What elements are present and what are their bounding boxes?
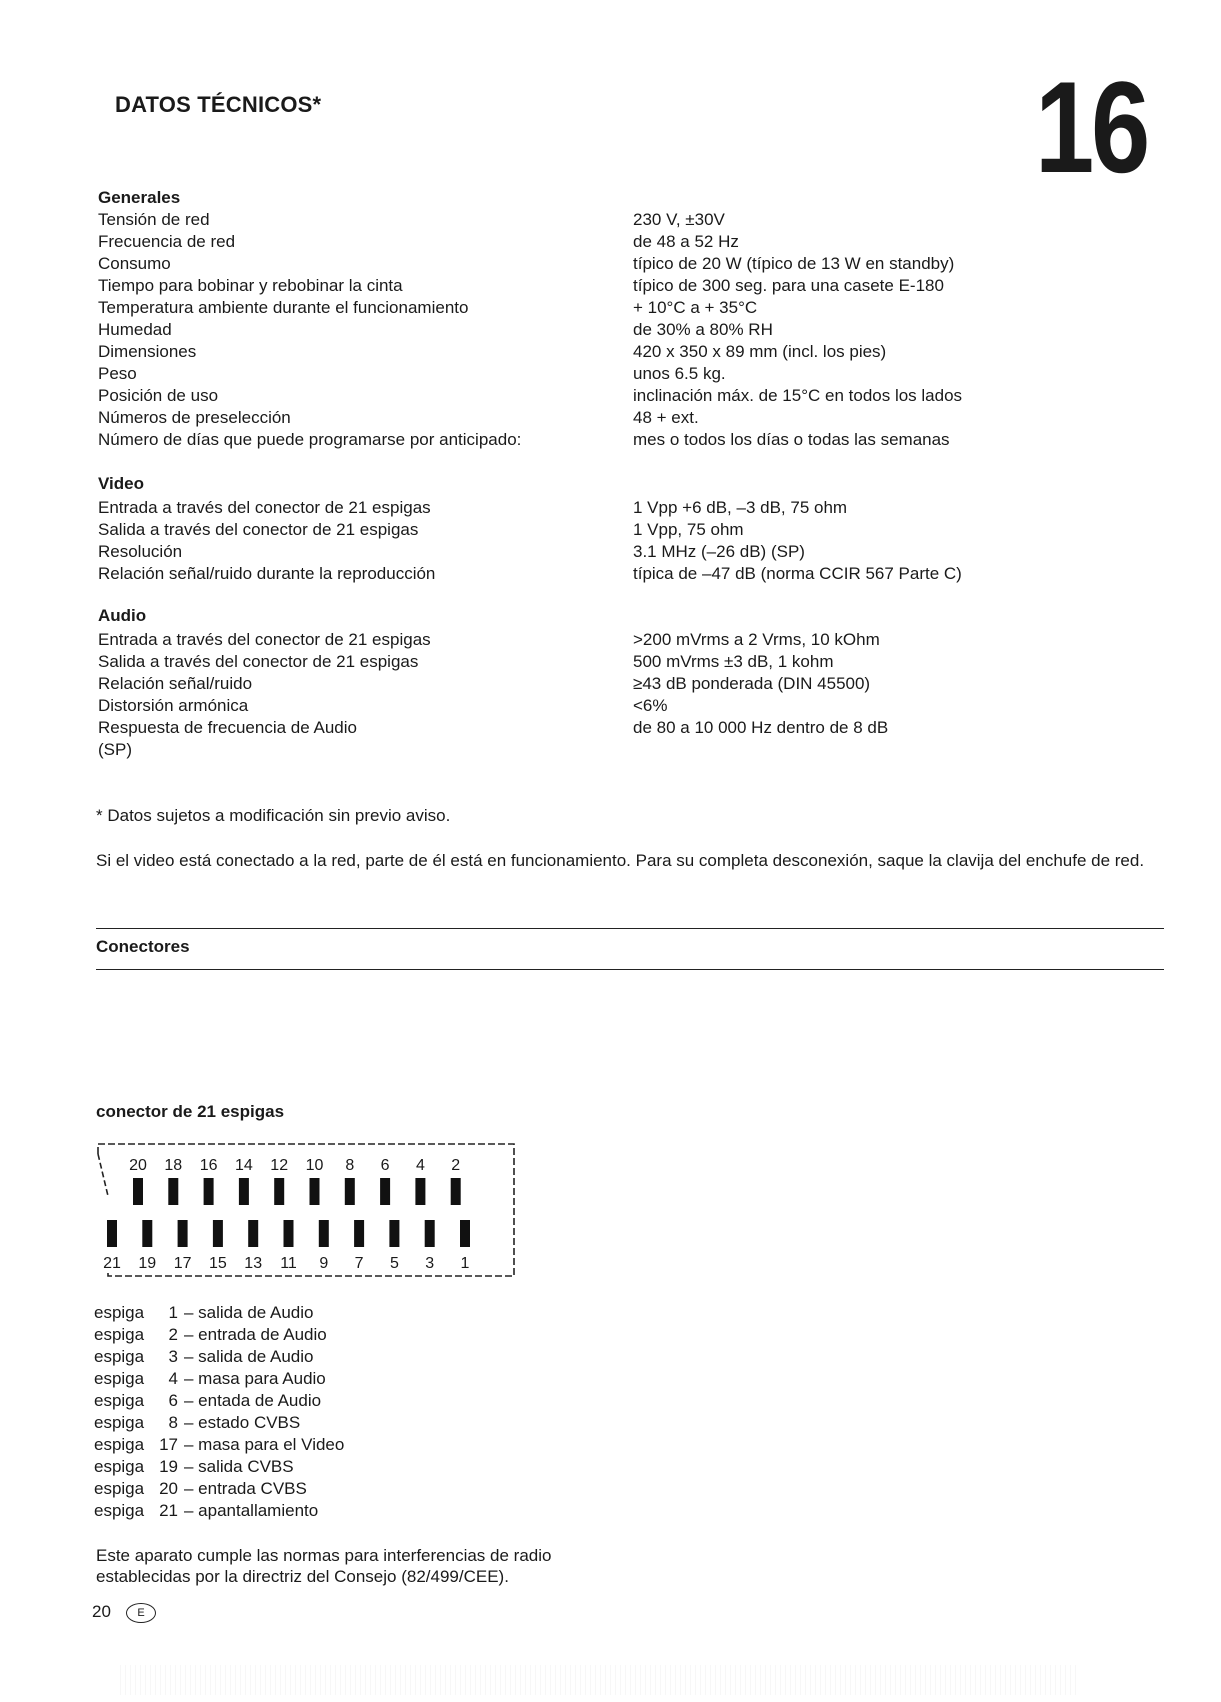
pin-key: espiga [94, 1391, 145, 1410]
pin-contact [274, 1178, 284, 1205]
pin-num: 21 [159, 1501, 178, 1520]
pin-key: espiga [94, 1413, 145, 1432]
spec-label: Relación señal/ruido durante la reproducción [98, 564, 436, 583]
pin-key: espiga [94, 1325, 145, 1344]
spec-label: Relación señal/ruido [98, 674, 253, 693]
pin-contact [425, 1220, 435, 1247]
pin-desc: – salida CVBS [184, 1457, 294, 1476]
pin-num: 19 [159, 1457, 178, 1476]
spec-label: Humedad [98, 320, 172, 339]
spec-label: Salida a través del conector de 21 espigas [98, 520, 419, 539]
pin-contact [178, 1220, 188, 1247]
section-heading-generales: Generales [98, 188, 181, 207]
pin-contact [142, 1220, 152, 1247]
pin-desc: – masa para el Video [184, 1435, 345, 1454]
pin-contact [415, 1178, 425, 1205]
spec-label: Frecuencia de red [98, 232, 236, 251]
spec-value: >200 mVrms a 2 Vrms, 10 kOhm [633, 630, 880, 649]
pin-desc: – entrada de Audio [184, 1325, 327, 1344]
pin-contact [204, 1178, 214, 1205]
connectors-heading: Conectores [96, 937, 190, 956]
spec-value: 500 mVrms ±3 dB, 1 kohm [633, 652, 834, 671]
pin-description [94, 1324, 327, 1346]
pin-contact [345, 1178, 355, 1205]
spec-label: Tiempo para bobinar y rebobinar la cinta [98, 276, 403, 295]
pin-num: 1 [168, 1303, 178, 1322]
spec-label: Número de días que puede programarse por anticipado: [98, 430, 522, 449]
pin-contact [239, 1178, 249, 1205]
pin-contact [460, 1220, 470, 1247]
pin-description [94, 1478, 307, 1500]
pin-number-label: 18 [164, 1157, 183, 1174]
pin-number-label: 7 [354, 1255, 364, 1272]
spec-value: típica de –47 dB (norma CCIR 567 Parte C) [633, 564, 962, 583]
spec-value: de 48 a 52 Hz [633, 232, 739, 251]
language-badge: E [126, 1603, 156, 1623]
pin-num: 6 [168, 1391, 178, 1410]
power-note: Si el video está conectado a la red, parte de él está en funcionamiento. Para su completa desconexión, saque la clavija del enchufe de red. [96, 851, 1145, 870]
scart-connector-diagram [96, 1140, 526, 1280]
pin-number-label: 1 [460, 1255, 470, 1272]
spec-value: 420 x 350 x 89 mm (incl. los pies) [633, 342, 887, 361]
spec-value: 1 Vpp +6 dB, –3 dB, 75 ohm [633, 498, 848, 517]
pin-key: espiga [94, 1457, 145, 1476]
pin-description [94, 1390, 321, 1412]
pin-num: 4 [168, 1369, 178, 1388]
spec-value: de 30% a 80% RH [633, 320, 773, 339]
pin-description [94, 1412, 300, 1434]
spec-label: Tensión de red [98, 210, 210, 229]
pin-number-label: 3 [425, 1255, 435, 1272]
page-title: DATOS TÉCNICOS* [115, 92, 322, 117]
pin-number-label: 6 [380, 1157, 390, 1174]
section-heading-audio: Audio [98, 606, 147, 625]
section-heading-video: Video [98, 474, 144, 493]
pin-desc: – masa para Audio [184, 1369, 326, 1388]
spec-value: unos 6.5 kg. [633, 364, 726, 383]
pin-number-label: 17 [173, 1255, 192, 1272]
pin-key: espiga [94, 1435, 145, 1454]
pin-number-label: 20 [129, 1157, 147, 1174]
spec-label: Entrada a través del conector de 21 espigas [98, 498, 431, 517]
spec-value: <6% [633, 696, 668, 715]
spec-value: inclinación máx. de 15°C en todos los lados [633, 386, 963, 405]
pin-contact [354, 1220, 364, 1247]
pin-number-label: 5 [389, 1255, 399, 1272]
page-number: 20 [92, 1602, 111, 1621]
spec-label: Dimensiones [98, 342, 197, 361]
pin-num: 3 [168, 1347, 178, 1366]
spec-value: 48 + ext. [633, 408, 699, 427]
pin-desc: – entrada CVBS [184, 1479, 307, 1498]
pin-desc: – entada de Audio [184, 1391, 322, 1410]
chapter-number: 16 [1035, 54, 1148, 200]
pin-contact [213, 1220, 223, 1247]
pin-description [94, 1346, 314, 1368]
pin-num: 17 [159, 1435, 178, 1454]
pin-key: espiga [94, 1501, 145, 1520]
pin-key: espiga [94, 1303, 145, 1322]
spec-value: mes o todos los días o todas las semanas [633, 430, 950, 449]
pin-number-label: 13 [244, 1255, 263, 1272]
spec-value: 230 V, ±30V [633, 210, 725, 229]
pin-description [94, 1368, 326, 1390]
pin-number-label: 11 [280, 1255, 297, 1272]
spec-value: típico de 20 W (típico de 13 W en standby) [633, 254, 955, 273]
pin-desc: – estado CVBS [184, 1413, 301, 1432]
pin-number-label: 12 [270, 1157, 289, 1174]
pin-contact [107, 1220, 117, 1247]
spec-label: (SP) [98, 740, 132, 759]
pin-contact [451, 1178, 461, 1205]
pin-number-label: 8 [345, 1157, 355, 1174]
pin-number-label: 15 [209, 1255, 227, 1272]
pin-desc: – salida de Audio [184, 1303, 314, 1322]
pin-contact [133, 1178, 143, 1205]
spec-label: Entrada a través del conector de 21 espigas [98, 630, 431, 649]
pin-contact [248, 1220, 258, 1247]
spec-value: + 10°C a + 35°C [633, 298, 758, 317]
pin-contact [284, 1220, 294, 1247]
spec-label: Consumo [98, 254, 171, 273]
spec-value: de 80 a 10 000 Hz dentro de 8 dB [633, 718, 889, 737]
scan-noise [120, 1665, 1080, 1695]
pin-number-label: 14 [235, 1157, 253, 1174]
pin-num: 2 [168, 1325, 178, 1344]
pin-contact [389, 1220, 399, 1247]
spec-label: Resolución [98, 542, 183, 561]
pin-description [94, 1302, 314, 1324]
spec-label: Temperatura ambiente durante el funcionamiento [98, 298, 469, 317]
pin-number-label: 21 [103, 1255, 121, 1272]
pin-key: espiga [94, 1369, 145, 1388]
compliance-text: Este aparato cumple las normas para interferencias de radio establecidas por la directriz del Consejo (82/499/CEE). [96, 1546, 552, 1586]
spec-label: Números de preselección [98, 408, 291, 427]
pin-number-label: 4 [415, 1157, 425, 1174]
pin-description [94, 1500, 318, 1522]
pin-desc: – salida de Audio [184, 1347, 314, 1366]
pin-contact [310, 1178, 320, 1205]
pin-contact [380, 1178, 390, 1205]
pin-number-label: 16 [199, 1157, 218, 1174]
spec-label: Posición de uso [98, 386, 219, 405]
divider-top [96, 928, 1164, 929]
pin-number-label: 10 [305, 1157, 324, 1174]
pin-contact [168, 1178, 178, 1205]
spec-label: Distorsión armónica [98, 696, 249, 715]
connector-bevel [98, 1154, 108, 1196]
pin-number-label: 9 [319, 1255, 329, 1272]
pin-number-label: 19 [138, 1255, 157, 1272]
spec-label: Salida a través del conector de 21 espigas [98, 652, 419, 671]
connector-diagram-title: conector de 21 espigas [96, 1102, 285, 1121]
pin-key: espiga [94, 1347, 145, 1366]
divider-bottom [96, 969, 1164, 970]
pin-number-label: 2 [451, 1157, 461, 1174]
pin-key: espiga [94, 1479, 145, 1498]
spec-value: ≥43 dB ponderada (DIN 45500) [633, 674, 871, 693]
pin-num: 8 [168, 1413, 178, 1432]
spec-label: Respuesta de frecuencia de Audio [98, 718, 357, 737]
spec-label: Peso [98, 364, 137, 383]
pin-desc: – apantallamiento [184, 1501, 319, 1520]
pin-contact [319, 1220, 329, 1247]
pin-num: 20 [159, 1479, 178, 1498]
spec-value: 1 Vpp, 75 ohm [633, 520, 744, 539]
pin-description [94, 1434, 344, 1456]
spec-value: 3.1 MHz (–26 dB) (SP) [633, 542, 805, 561]
pin-description [94, 1456, 294, 1478]
spec-value: típico de 300 seg. para una casete E-180 [633, 276, 944, 295]
footnote: * Datos sujetos a modificación sin previo aviso. [96, 806, 451, 825]
